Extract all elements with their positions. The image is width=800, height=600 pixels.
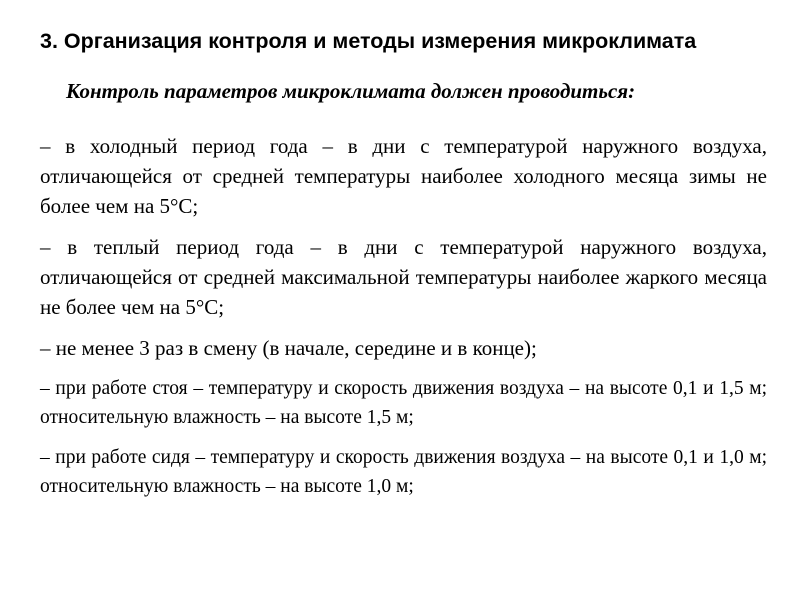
list-item: – в холодный период года – в дни с температурой наружного воздуха, отличающейся от средней температуры наиболее холодного месяца зимы не более чем на 5°С;: [40, 134, 767, 218]
list-item: – в теплый период года – в дни с температурой наружного воздуха, отличающейся от средней максимальной температуры наиболее жаркого месяца не более чем на 5°С;: [40, 235, 767, 319]
list-item: – не менее 3 раз в смену (в начале, середине и в конце);: [40, 336, 537, 360]
requirements-list: [40, 131, 767, 501]
slide-subtitle: Контроль параметров микроклимата должен проводиться:: [66, 79, 636, 103]
slide-title: 3. Организация контроля и методы измерения микроклимата: [40, 29, 697, 53]
list-item: – при работе стоя – температуру и скорость движения воздуха – на высоте 0,1 и 1,5 м; относительную влажность – на высоте 1,5 м;: [40, 378, 767, 428]
list-item: – при работе сидя – температуру и скорость движения воздуха – на высоте 0,1 и 1,0 м; относительную влажность – на высоте 1,0 м;: [40, 447, 767, 497]
